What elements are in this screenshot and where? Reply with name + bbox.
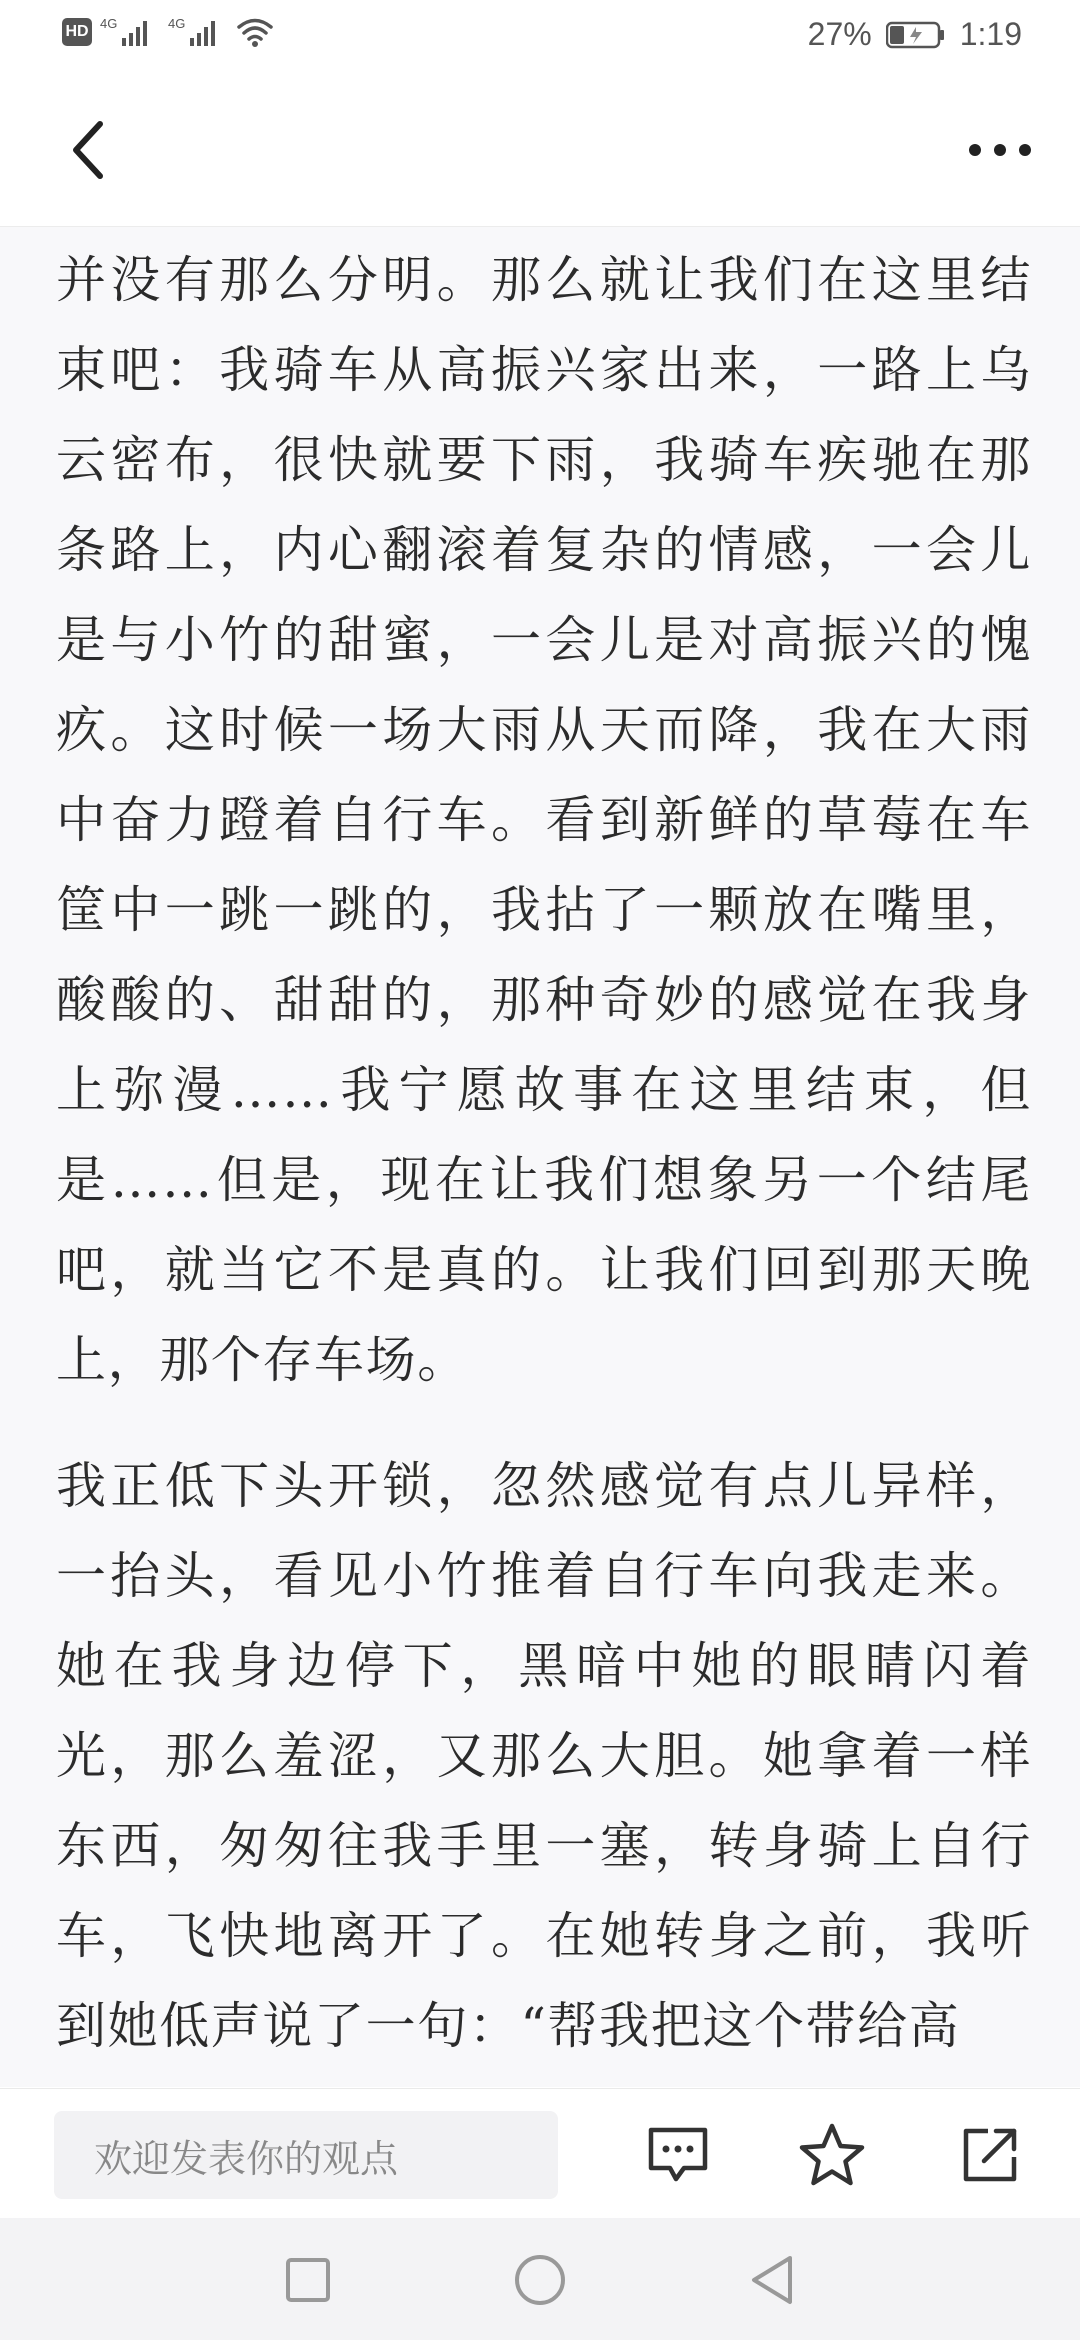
svg-text:4G: 4G bbox=[100, 16, 118, 31]
status-right bbox=[808, 16, 1022, 53]
circle-icon bbox=[512, 2252, 568, 2308]
triangle-back-icon bbox=[746, 2252, 798, 2308]
comment-button[interactable] bbox=[640, 2117, 716, 2193]
battery-icon bbox=[886, 20, 946, 50]
back-button[interactable] bbox=[52, 114, 124, 186]
top-nav bbox=[0, 76, 1080, 227]
chevron-left-icon bbox=[66, 118, 110, 182]
star-icon bbox=[798, 2122, 866, 2188]
article-paragraph-2: 我正低下头开锁，忽然感觉有点儿异样，一抬头，看见小竹推着自行车向我走来。她在我身边停下，黑暗中她的眼睛闪着光，那么羞涩，又那么大胆。她拿着一样东西，匆匆往我手里一塞，转身骑上自行车，飞快地离开了。在她转身之前，我听到她低声说了一句：“帮我把这个带给高 bbox=[56, 1457, 1032, 2055]
comment-input[interactable] bbox=[54, 2111, 558, 2199]
more-horizontal-icon bbox=[965, 140, 1035, 160]
back-nav-button[interactable] bbox=[742, 2250, 802, 2310]
svg-text:4G: 4G bbox=[168, 16, 186, 31]
status-bar bbox=[0, 0, 1080, 76]
share-icon bbox=[960, 2125, 1020, 2185]
home-button[interactable] bbox=[510, 2250, 570, 2310]
battery-percent: 27% bbox=[807, 16, 872, 52]
clock: 1:19 bbox=[959, 16, 1022, 52]
square-icon bbox=[284, 2256, 332, 2304]
article-body[interactable] bbox=[0, 227, 1080, 2087]
hd-badge: HD bbox=[62, 18, 92, 46]
wifi-icon bbox=[236, 16, 274, 48]
status-left bbox=[62, 16, 274, 48]
signal-4g-icon-2 bbox=[168, 16, 228, 48]
comment-bar bbox=[0, 2088, 1080, 2219]
article-content bbox=[56, 235, 1032, 2071]
signal-4g-icon bbox=[100, 16, 160, 48]
system-nav-bar bbox=[0, 2218, 1080, 2340]
more-button[interactable] bbox=[960, 114, 1040, 186]
share-button[interactable] bbox=[952, 2117, 1028, 2193]
article-paragraph-1: 并没有那么分明。那么就让我们在这里结束吧：我骑车从高振兴家出来，一路上乌云密布，很快就要下雨，我骑车疾驰在那条路上，内心翻滚着复杂的情感，一会儿是与小竹的甜蜜，一会儿是对高振兴的愧疚。这时候一场大雨从天而降，我在大雨中奋力蹬着自行车。看到新鲜的草莓在车筐中一跳一跳的，我拈了一颗放在嘴里，酸酸的、甜甜的，那种奇妙的感觉在我身上弥漫……我宁愿故事在这里结束，但是……但是，现在让我们想象另一个结尾吧，就当它不是真的。让我们回到那天晚上，那个存车场。 bbox=[56, 251, 1032, 1389]
comment-icon bbox=[646, 2125, 710, 2185]
favorite-button[interactable] bbox=[794, 2117, 870, 2193]
recent-apps-button[interactable] bbox=[278, 2250, 338, 2310]
comment-placeholder: 欢迎发表你的观点 bbox=[94, 2136, 399, 2181]
